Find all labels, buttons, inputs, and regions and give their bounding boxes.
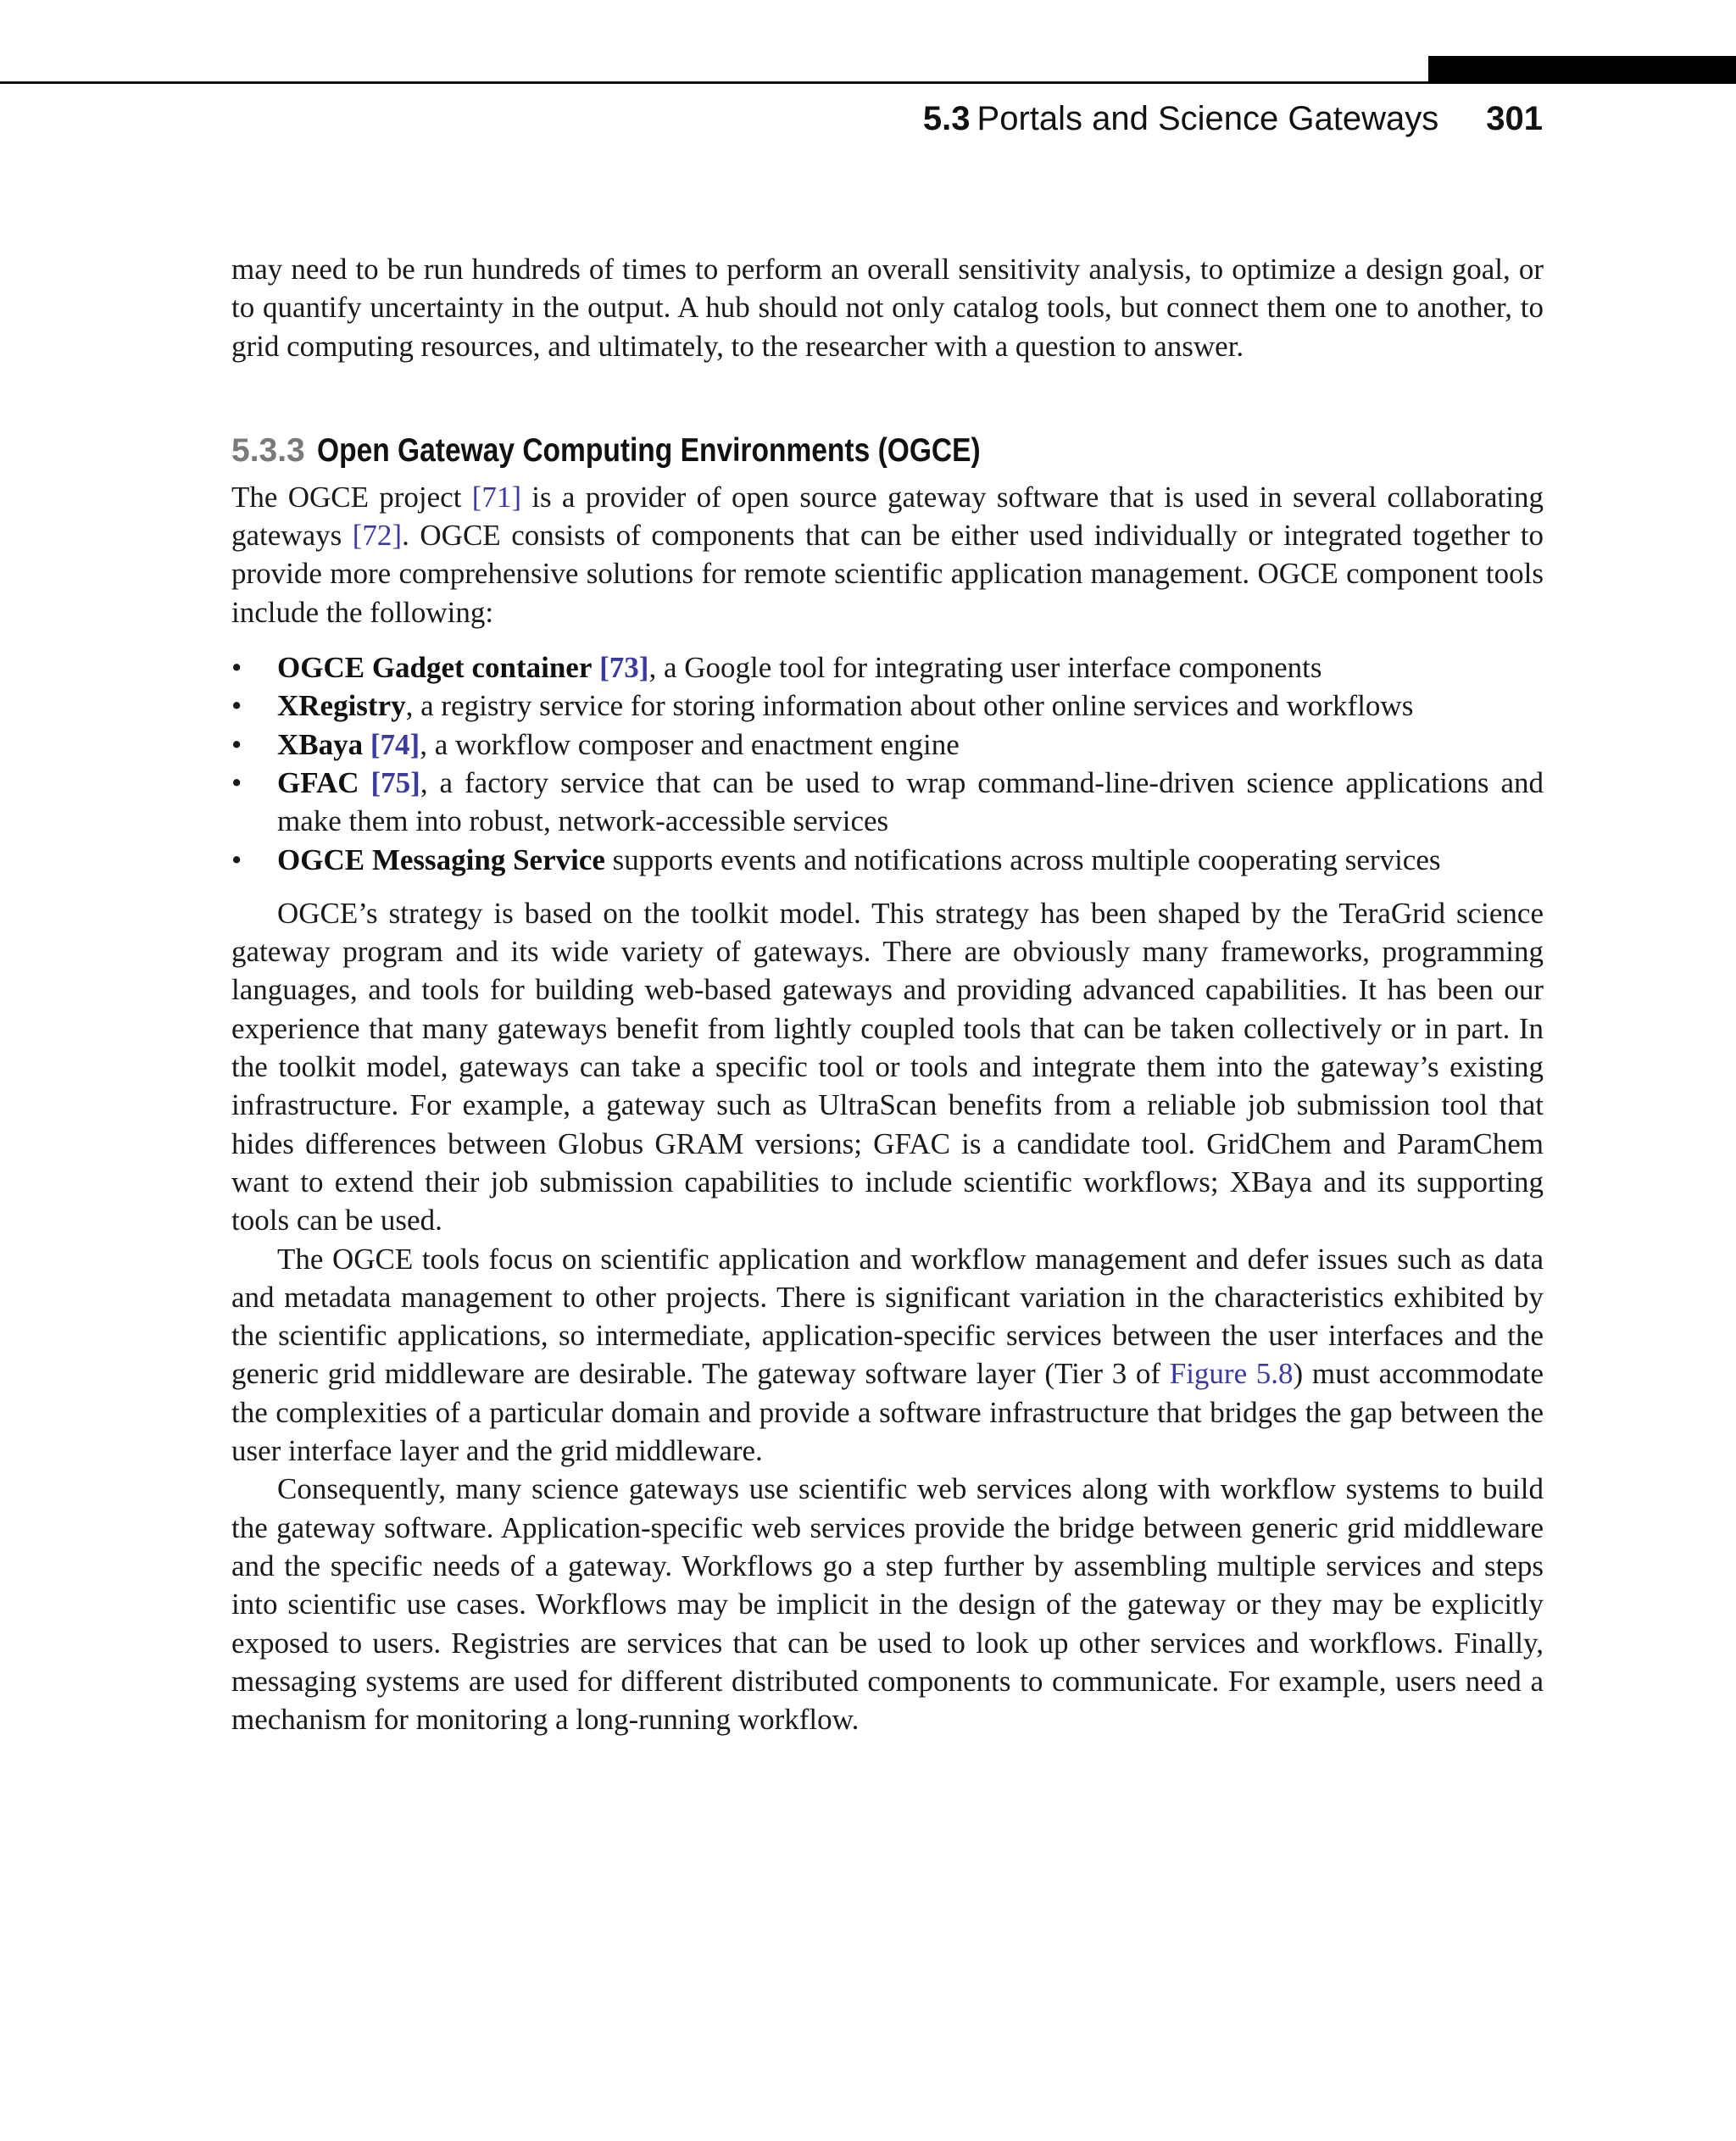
paragraph-consequently: Consequently, many science gateways use scientific web services along with workflow systems to build the gateway software. Application-specific web services provide the bridge between generic grid middleware and the specific needs of a gateway. Workflows go a step further by assembling multiple services and steps into scientific use cases. Workflows may be implicit in the design of the gateway or they may be explicitly exposed to users. Registries are services that can be used to look up other services and workflows. Finally, messaging systems are used for different distributed components to communicate. For example, users need a mechanism for monitoring a long-running workflow. — [231, 1472, 1544, 1737]
header-bar — [1428, 56, 1736, 83]
separator: , — [420, 765, 428, 799]
list-item — [231, 841, 1544, 879]
bullet-icon: • — [231, 842, 242, 876]
page-number: 301 — [1486, 100, 1543, 137]
intro-paragraph: may need to be run hundreds of times to perform an overall sensitivity analysis, to optimize a design goal, or to quantify uncertainty in the output. A hub should not only catalog tools, but connect them one to another, to grid computing resources, and ultimately, to the researcher with a question to answer. — [231, 253, 1544, 363]
paragraph-ogce-tools — [231, 1240, 1544, 1471]
list-item — [231, 726, 1544, 764]
list-item — [231, 764, 1544, 841]
bullet-icon: • — [231, 765, 242, 799]
running-head-section-number: 5.3 — [922, 100, 971, 137]
citation-link[interactable]: [72] — [352, 519, 403, 553]
citation-link[interactable]: [75] — [370, 765, 420, 799]
separator: , — [405, 689, 414, 723]
tool-description: supports events and notifications across multiple cooperating services — [604, 842, 1441, 876]
tool-name: GFAC — [277, 765, 359, 799]
figure-link[interactable]: Figure 5.8 — [1169, 1357, 1294, 1391]
component-tools-list — [231, 648, 1544, 879]
section-title: Open Gateway Computing Environments (OGCE) — [316, 431, 981, 469]
tool-description: a factory service that can be used to wrap command-line-driven science applications and make them into robust, network-accessible services — [277, 765, 1544, 838]
running-head-section-title: Portals and Science Gateways — [976, 100, 1439, 137]
citation-link[interactable]: [73] — [599, 651, 649, 685]
running-head — [923, 95, 1543, 142]
citation-link[interactable]: [71] — [471, 480, 522, 514]
tool-name: OGCE Messaging Service — [277, 842, 605, 876]
tool-description: a Google tool for integrating user interface components — [656, 651, 1322, 685]
tool-description: a registry service for storing information about other online services and workflows — [413, 689, 1414, 723]
paragraph-text: The OGCE project — [231, 480, 472, 514]
tool-name: XRegistry — [277, 689, 406, 723]
paragraph-text: is a provider of open source gateway software that is used in several collaborating gateways — [231, 480, 1544, 553]
paragraph-strategy: OGCE’s strategy is based on the toolkit model. This strategy has been shaped by the TeraGrid science gateway program and its wide variety of gateways. There are obviously many frameworks, programming languages, and tools for building web-based gateways and providing advanced capabilities. It has been our experience that many gateways benefit from lightly coupled tools that can be taken collectively or in part. In the toolkit model, gateways can take a specific tool or tools and integrate them into the gateway’s existing infrastructure. For example, a gateway such as UltraScan benefits from a reliable job submission tool that hides differences between Globus GRAM versions; GFAC is a candidate tool. GridChem and ParamChem want to extend their job submission capabilities to include scientific workflows; XBaya and its supporting tools can be used. — [231, 896, 1544, 1237]
section-heading — [231, 429, 1544, 473]
bullet-icon: • — [231, 651, 242, 685]
section-number: 5.3.3 — [231, 431, 305, 469]
paragraph-text: ) must accommodate the complexities of a particular domain and provide a software infrastructure that bridges the gap between the user interface layer and the grid middleware. — [231, 1357, 1544, 1468]
bullet-icon: • — [231, 727, 242, 761]
paragraph-text: The OGCE tools focus on scientific application and workflow management and defer issues such as data and metadata management to other projects. There is significant variation in the characteristics exhibited by the scientific applications, so intermediate, application-specific services between the user interfaces and the generic grid middleware are desirable. The gateway software layer (Tier 3 of — [231, 1242, 1544, 1391]
tool-name: XBaya — [277, 727, 364, 761]
paragraph-ogce-project — [231, 478, 1544, 631]
citation-link[interactable]: [74] — [370, 727, 420, 761]
list-item — [231, 648, 1544, 687]
separator: , — [648, 651, 657, 685]
separator: , — [420, 727, 427, 761]
tool-name: OGCE Gadget container — [277, 651, 593, 685]
paragraph-text: . OGCE consists of components that can be either used individually or integrated together to provide more comprehensive solutions for remote scientific application management. OGCE component tools include the following: — [231, 519, 1544, 629]
list-item — [231, 687, 1544, 725]
tool-description: a workflow composer and enactment engine — [426, 727, 960, 761]
bullet-icon: • — [231, 689, 242, 723]
page-body — [231, 250, 1544, 1738]
